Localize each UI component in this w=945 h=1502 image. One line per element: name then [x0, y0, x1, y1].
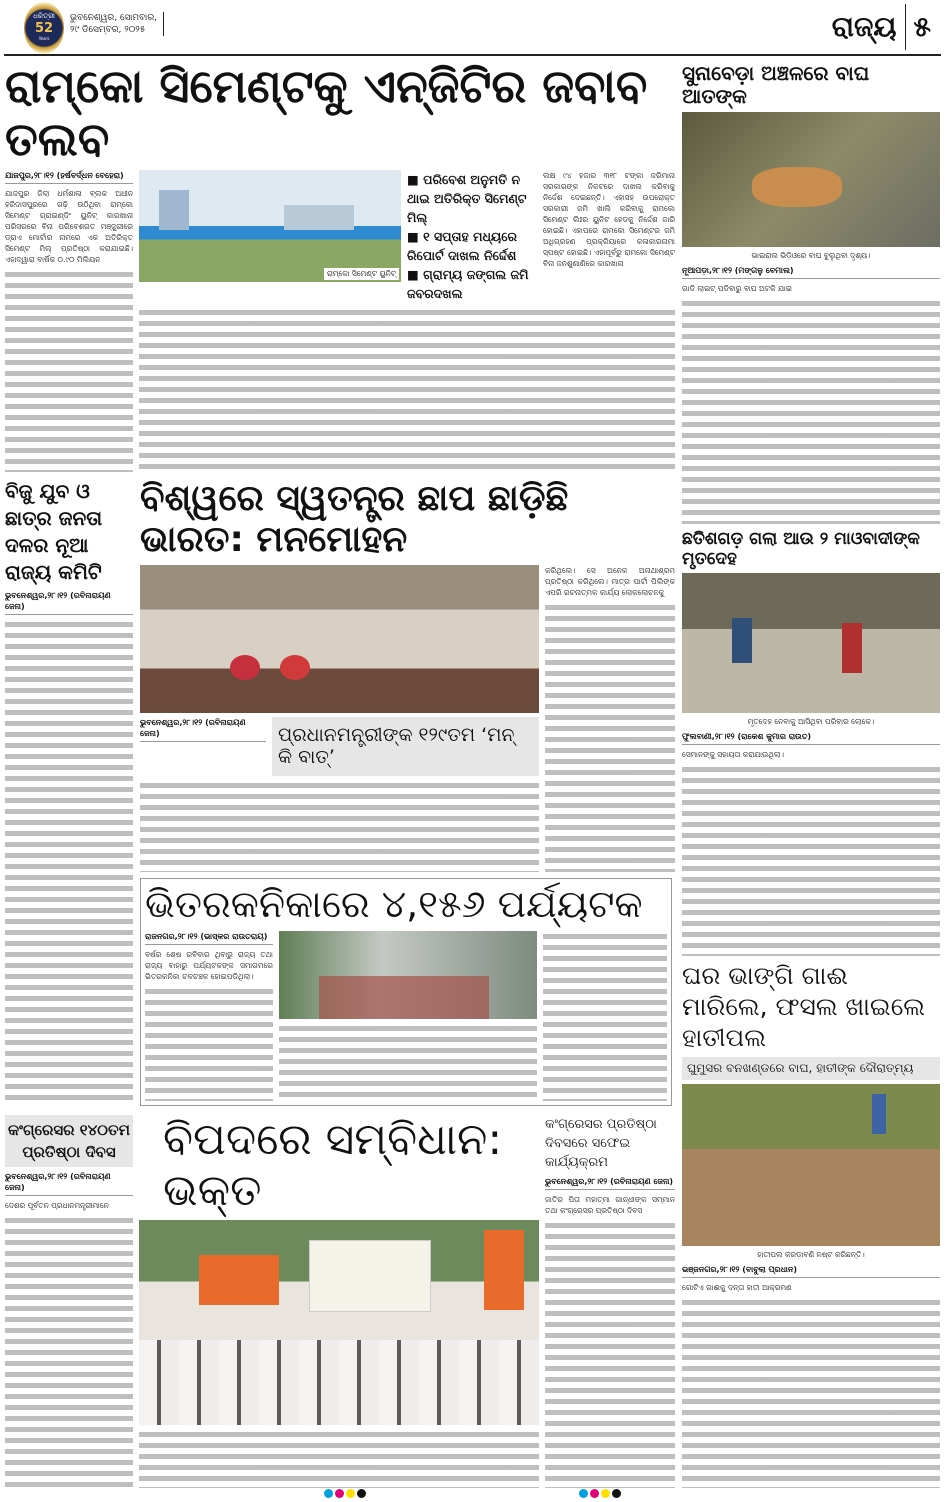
- section-header: [832, 4, 931, 50]
- sunabeda-story: [682, 62, 940, 524]
- mann-ki-baat-box: [272, 717, 539, 777]
- story-text: [139, 1429, 539, 1488]
- bhitarkanika-col-2: [279, 931, 537, 1101]
- maoist-family-photo: [682, 573, 940, 713]
- story-body: ଗାଡି ଲାଇଟ୍‌ ପଡିବାରୁ ବାଘ ଅଟକି ଯାଇ: [682, 284, 793, 293]
- masthead: [0, 0, 945, 56]
- manmohan-side: [545, 565, 675, 872]
- headline-biju: ବିଜୁ ଯୁବ ଓ ଛାତ୍ର ଜନତା ଦଳର ନୂଆ ରାଜ୍ୟ କମିଟି: [5, 479, 103, 584]
- story-text: [5, 1215, 133, 1488]
- sub-headline-box: [682, 1057, 940, 1080]
- dateline: ଭୁବନେଶ୍ୱର,୨୮।୧୨ (ରବିନାରାୟଣ ଜେନା): [140, 717, 266, 742]
- logo-years-sub: Years: [38, 36, 50, 41]
- manmohan-story: [140, 478, 675, 872]
- ramco-col-1: [5, 170, 133, 472]
- headline-ramco: ରାମ୍‌କୋ ସିମେଣ୍ଟକୁ ଏନ୍‌ଜିଟିର ଜବାବ ତଲବ: [5, 60, 648, 166]
- story-body: ଗୋଟିଏ ଗାଈକୁ ଦନ୍ତା ହାତୀ ଆକ୍ରମଣ: [682, 1282, 792, 1292]
- manmohan-main: [140, 565, 539, 872]
- story-body: ଲକ୍ଷ ୯୪ ହଜାର ୩୧୮ ଟଙ୍କା ଜରିମାନା ସରକାରଙ୍କ ନିକଟରେ ଦାଖଲ କରିବାକୁ ନିର୍ଦ୍ଦେଶ ଦେଇଛନ୍ତି। ଏହାସହ ଉପରୋକ୍ତ ସରକାରୀ ଜମି ଖାଲି କରିବାକୁ ରାମକୋ ସିମେଣ୍ଟ ଲିଃର ୟୁନିଟ ହେଡକୁ ନିର୍ଦ୍ଦେଶ ଜାରି ହୋଇଛି। ଏହାପରେ ରାମକୋ ସିମେଣ୍ଟର ଜମି ଅଧିଗ୍ରହଣ ପ୍ରକ୍ରିୟାରେ କଳାକାରନାମା ସ୍ପଷ୍ଟ ହୋଇଛି। ଏହାପୂର୍ବରୁ ରାମକୋ ସିମେଣ୍ଟ ବିନା ଜନଶୁଣାଣିରେ କାରଖାନା: [543, 170, 675, 268]
- story-body: ଜାତିର ପିତା ମହାତ୍ମା ଗାନ୍ଧୀଙ୍କ ସମ୍ମାନ ତଥା କଂଗ୍ରେସର ପ୍ରତିଷ୍ଠା ଦିବସ: [545, 1195, 675, 1215]
- dateline: ଯାଜପୁର,୨୮।୧୨ (ହର୍ଷବର୍ଦ୍ଧନ ବେହେରା): [5, 170, 133, 184]
- story-text: [682, 764, 940, 955]
- highlight-text: ଗ୍ରାମ୍ୟ ଜଙ୍ଗଲ ଜମି ଜବରଦଖଲ: [407, 266, 529, 301]
- dateline: ଭୁବନେଶ୍ୱର,୨୮।୧୨ (ରବିନାରାୟଣ ଜେନା): [5, 1171, 133, 1196]
- dateline: ଭୁବନେଶ୍ୱର,୨୮।୧୨ (ରବିନାରାୟଣ ଜେନା): [545, 1176, 675, 1190]
- section-title: ରାଜ୍ୟ: [831, 9, 897, 43]
- congress-tag-box: [5, 1115, 133, 1167]
- biju-story: [5, 478, 133, 1106]
- page-number: ୫: [913, 9, 931, 43]
- story-body: ବର୍ଷର ଶେଷ ରବିବାର ଥିବାରୁ ରାଜ୍ୟ ତଥା ରାଜ୍ୟ ବାହାରୁ ପର୍ଯ୍ୟଟକଙ୍କ ସମାଗମରେ ଭିତରକନିକା ଚଳଚଞ୍ଚଳ ହୋଇପଡିଥିଲା।: [145, 949, 273, 981]
- congress-main: [139, 1115, 539, 1488]
- date: ୨୯ ଡିସେମ୍ବର, ୨୦୨୫: [70, 25, 146, 35]
- story-body: ଦେଶର ପୂର୍ବତନ ପ୍ରଧାନମନ୍ତ୍ରୀମାନେ: [5, 1201, 109, 1210]
- story-text: [139, 307, 675, 472]
- story-text: [5, 619, 133, 1106]
- photo-caption: ଭାଇରାଲ ଭିଡ଼ିଓରେ ବାଘ ବୁଲୁଥିବା ଦୃଶ୍ୟ।: [751, 251, 871, 260]
- congress-side: [545, 1115, 675, 1488]
- highlight-item: ■ ୧ ସପ୍ତାହ ମଧ୍ୟରେ ରିପୋର୍ଟ ଦାଖଲ ନିର୍ଦ୍ଦେଶ: [407, 228, 517, 263]
- photo-caption: ମୃତଦେହ ନେବାକୁ ଆସିଥିବା ପରିବାର ଲୋକେ।: [747, 717, 875, 727]
- bhitarkanika-columns: [145, 931, 667, 1101]
- ramco-main: [139, 170, 675, 472]
- highlight-item: ■ ଗ୍ରାମ୍ୟ ଜଙ୍ଗଲ ଜମି ଜବରଦଖଲ: [407, 266, 529, 301]
- issue-date: [70, 12, 164, 36]
- story-text: [5, 269, 133, 472]
- bhitarkanika-col-3: [543, 931, 667, 1101]
- sub-headline: ଘୁମୁସର ବନଖଣ୍ଡରେ ବାଘ, ହାତୀଙ୍କ ଦୌରାତ୍ମ୍ୟ: [687, 1060, 914, 1075]
- manmohan-columns: [140, 565, 675, 872]
- dateline: ଫୁଲବାଣୀ,୨୮।୧୨ (ରାକେଶ କୁମାର ରାଉତ): [682, 731, 940, 745]
- story-body: କରିଥିଲେ। ସେ ଅନେକ ଅନାଥାଶ୍ରମ ପ୍ରତିଷ୍ଠା କରିଥିଲେ। ମାତ୍ର ପାର୍ଟୀ ପିଲିଙ୍କ ଏପରି ରଚନାତ୍ମକ କାର୍ଯ୍ୟ ଲୋକଲୋଚନକୁ: [545, 565, 675, 597]
- divider: [905, 4, 906, 50]
- ramco-columns: [5, 170, 675, 472]
- photo-caption: ହାତୀପଲ କରଡ଼ାବଣି ନଷ୍ଟ କରିଛନ୍ତି।: [757, 1249, 865, 1259]
- dateline: ନୂଆପଡ଼ା,୨୮।୧୨ (ମଙ୍ଗଳୁ ବେମାଲ): [682, 265, 940, 279]
- tiger-photo: [682, 112, 940, 247]
- masthead-rule: [4, 54, 941, 56]
- headline-congress: ବିପଦରେ ସମ୍ବିଧାନ: ଭକ୍ତ: [163, 1115, 503, 1216]
- story-text: [145, 986, 273, 1101]
- headline-bhitarkanika: ଭିତରକନିକାରେ ୪,୧୫୬ ପର୍ଯ୍ୟଟକ: [145, 882, 643, 926]
- highlight-text: ୧ ସପ୍ତାହ ମଧ୍ୟରେ ରିପୋର୍ଟ ଦାଖଲ ନିର୍ଦ୍ଦେଶ: [407, 228, 517, 263]
- photo-caption: ରାମ୍‌କୋ ସିମେଣ୍ଟ ୟୁନିଟ୍‌: [324, 268, 399, 280]
- logo-text: ଧରିତ୍ରୀ: [33, 12, 55, 20]
- elephant-damage-photo: [682, 1084, 940, 1246]
- story-text: [545, 1220, 675, 1488]
- dateline: ରାଜନଗର,୨୮।୧୨ (ଭାସ୍କର ରାଉତରାୟ): [145, 931, 273, 945]
- print-registration-marks: [0, 1488, 945, 1498]
- place-day: ଭୁବନେଶ୍ୱର, ସୋମବାର,: [70, 13, 158, 23]
- logo-years: 52: [34, 21, 54, 36]
- bhitarkanika-col-1: [145, 931, 273, 1101]
- story-text: [140, 780, 539, 872]
- right-lower-column: [682, 530, 940, 1488]
- dateline: ଭଞ୍ଜନଗର,୨୮।୧୨ (ବାବୁଲା ପ୍ରଧାନ): [682, 1264, 940, 1278]
- story-text: [545, 602, 675, 872]
- sub-headline: ପ୍ରଧାନମନ୍ତ୍ରୀଙ୍କ ୧୨୯ତମ ‘ମନ୍‌ କି ବାତ୍‌’: [278, 723, 515, 768]
- congress-col-1: [5, 1115, 133, 1488]
- story-text: [543, 931, 667, 1101]
- bhitarkanika-box: [140, 878, 672, 1106]
- story-body: ସେମାନଙ୍କୁ ସହାୟତା କରାଯାଉଥିଲା।: [682, 750, 784, 760]
- congress-tag: କଂଗ୍ରେସର ୧୪୦ତମ ପ୍ରତିଷ୍ଠା ଦିବସ: [8, 1121, 130, 1161]
- manmohan-sub-row: [140, 717, 539, 777]
- story-text: [682, 298, 940, 524]
- highlight-text: ପରିବେଶ ଅନୁମତି ନ ଥାଇ ଅତିରିକ୍ତ ସିମେଣ୍ଟ ମିଲ୍‌: [407, 171, 527, 225]
- ramco-story: [5, 60, 675, 472]
- congress-story: [5, 1115, 675, 1488]
- congress-event-photo: [139, 1220, 539, 1425]
- cement-plant-photo: [139, 170, 401, 282]
- headline-chhattisgarh: ଛତିଶଗଡ଼ ଗଲା ଆଉ ୨ ମାଓବାଦୀଙ୍କ ମୃତଦେହ: [682, 530, 920, 569]
- story-text: [682, 1297, 940, 1488]
- story-text: [279, 1023, 537, 1101]
- story-highlights: [407, 170, 537, 303]
- manmohan-event-photo: [140, 565, 539, 713]
- side-headline: କଂଗ୍ରେସର ପ୍ରତିଷ୍ଠା ଦିବସରେ ସଫେଇ କାର୍ଯ୍ୟକ୍ରମ: [545, 1117, 657, 1170]
- ramco-top-row: [139, 170, 675, 303]
- headline-sunabeda: ସୁନାବେଡ଼ା ଅଞ୍ଚଳରେ ବାଘ ଆତଙ୍କ: [682, 62, 870, 108]
- tourists-boat-photo: [279, 931, 537, 1019]
- headline-manmohan: ବିଶ୍ୱରେ ସ୍ୱତନ୍ତ୍ର ଛାପ ଛାଡ଼ିଛି ଭାରତ: ମନମୋହନ: [140, 478, 569, 561]
- dateline: ଭୁବନେଶ୍ୱର,୨୮।୧୨ (ରବିନାରାୟଣ ଜେନା): [5, 590, 133, 615]
- logo: [24, 2, 64, 54]
- headline-elephant: ଘର ଭାଙ୍ଗି ଗାଈ ମାରିଲେ, ଫସଲ ଖାଇଲେ ହାତୀପଲ: [682, 960, 925, 1052]
- story-body: ଯାଜପୁର ଜିଲା ଧର୍ମଶାଳା ବ୍ଲକ ଅଧୀନ ହରିଦାସପୁରରେ ଗଢ଼ି ଉଠିଥିବା ରାମ୍‌କୋ ସିମେଣ୍ଟ ଗ୍ରାଇଣ୍ଡିଂ ୟୁନିଟ୍‌ କାରଖାନା ପରିସରରେ ବିନା ପରିବେଶଗତ ମଞ୍ଜୁରୀରେ ଡ୍ରାଏ ମୋର୍ଟାର ନାମରେ ଏକ ଅତିରିକ୍ତ ସିମେଣ୍ଟ ମିଲ୍‌ ପ୍ରତିଷ୍ଠା କରାଯାଇଛି। ଏହାଦ୍ୱାରା ବାର୍ଷିକ ୦.୯୦ ମିଲିୟନ: [5, 188, 133, 264]
- highlight-item: ■ ପରିବେଶ ଅନୁମତି ନ ଥାଇ ଅତିରିକ୍ତ ସିମେଣ୍ଟ ମିଲ୍‌: [407, 171, 527, 225]
